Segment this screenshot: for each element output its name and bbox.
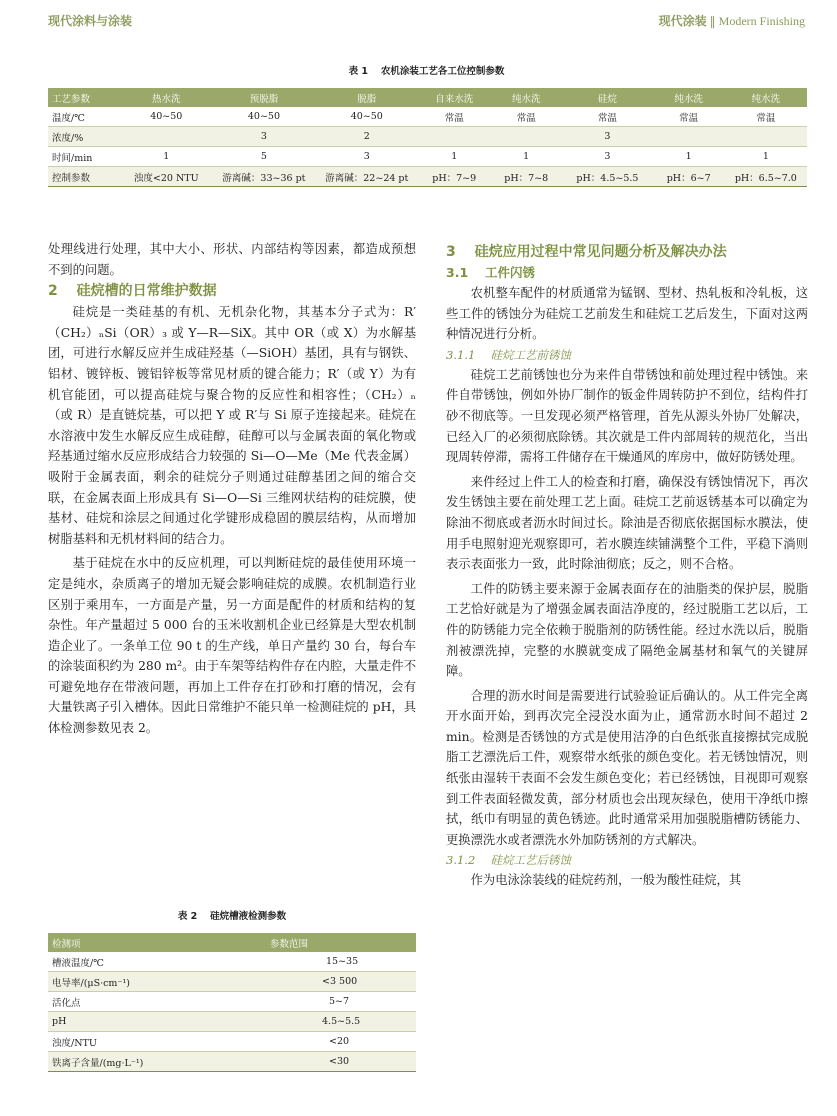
subsection-heading-3-1: 3.1 工件闪锈 bbox=[446, 265, 535, 280]
table1-cell: pH：7~8 bbox=[490, 167, 562, 187]
table2-cell: 电导率/(μS·cm⁻¹) bbox=[48, 972, 266, 992]
table2-header-row bbox=[48, 933, 416, 952]
table2-header-cell: 检测项 bbox=[48, 933, 266, 952]
table-row bbox=[48, 1052, 416, 1072]
table1-cell: pH：6.5~7.0 bbox=[725, 167, 807, 187]
table2-header-cell: 参数范围 bbox=[266, 933, 416, 952]
table1-cell: pH：4.5~5.5 bbox=[562, 167, 653, 187]
journal-brand: 现代涂装 bbox=[658, 14, 707, 28]
table1-cell: 2 bbox=[315, 127, 418, 147]
table1-cell: 3 bbox=[562, 147, 653, 167]
table1-cell: 常温 bbox=[653, 107, 725, 127]
table1-cell: 5 bbox=[213, 147, 316, 167]
table1-header-cell: 热水洗 bbox=[120, 88, 213, 107]
table2-cell: 浊度/NTU bbox=[48, 1032, 266, 1052]
table1-header-cell: 纯水洗 bbox=[490, 88, 562, 107]
table1-cell: 常温 bbox=[725, 107, 807, 127]
table-row bbox=[48, 147, 807, 167]
table2-cell: <30 bbox=[266, 1052, 416, 1072]
table1-cell: 控制参数 bbox=[48, 167, 120, 187]
paragraph: 处理线进行处理，其中大小、形状、内部结构等因素，都造成预想不到的问题。 bbox=[48, 242, 416, 277]
table1-cell: 温度/℃ bbox=[48, 107, 120, 127]
paragraph: 作为电泳涂装线的硅烷药剂，一般为酸性硅烷，其 bbox=[470, 873, 742, 888]
table1-cell: 1 bbox=[120, 147, 213, 167]
table1-header-cell: 自来水洗 bbox=[418, 88, 490, 107]
table1-cell bbox=[490, 127, 562, 147]
section-heading-2: 2 硅烷槽的日常维护数据 bbox=[48, 283, 217, 300]
table1-title: 表 1 农机涂装工艺各工位控制参数 bbox=[348, 66, 505, 77]
table1-header-cell: 纯水洗 bbox=[653, 88, 725, 107]
table1-header-cell: 硅烷 bbox=[562, 88, 653, 107]
table1-cell bbox=[418, 127, 490, 147]
table1-header-cell: 工艺参数 bbox=[48, 88, 120, 107]
table1-cell: pH：6~7 bbox=[653, 167, 725, 187]
table-row bbox=[48, 952, 416, 972]
table2-cell: 槽液温度/℃ bbox=[48, 952, 266, 972]
page-header bbox=[48, 12, 805, 34]
right-column bbox=[446, 241, 808, 891]
table1-header-cell: 纯水洗 bbox=[725, 88, 807, 107]
paragraph: 硅烷工艺前锈蚀也分为来件自带锈蚀和前处理过程中锈蚀。来件自带锈蚀，例如外协厂制作的钣金件周转防护不到位，结构件打砂不彻底等。一旦发现必须严格管理，首先从源头外协厂处解决，已经入厂的必须彻底除锈。其次就是工件内部周转的规范化，当出现周转停滞，需将工件储存在干燥通风的库房中，做好防锈处理。 bbox=[446, 367, 808, 465]
table1-cell: 游离碱：33~36 pt bbox=[213, 167, 316, 187]
table1-cell: pH：7~9 bbox=[418, 167, 490, 187]
table1-header-cell: 脱脂 bbox=[315, 88, 418, 107]
journal-title-en: Modern Finishing bbox=[718, 14, 805, 28]
subsubsection-heading-3-1-2: 3.1.2 硅烷工艺后锈蚀 bbox=[446, 853, 571, 868]
table1-cell: 浓度/% bbox=[48, 127, 120, 147]
table2-cell: 5~7 bbox=[266, 992, 416, 1012]
paragraph: 硅烷是一类硅基的有机、无机杂化物，其基本分子式为：R′（CH₂）ₙSi（OR）₃ 或 Y—R—SiX。其中 OR（或 X）为水解基团，可进行水解反应并生成硅羟基（—SiOH）基团，具有与钢铁、铝材、镀锌板、镀铝锌板等常见材质的键合能力；R′（或 Y）为有机官能团，可以提高硅烷与聚合物的反应性和相容性；（CH₂）ₙ（或 R）是直链烷基，可以把 Y 或 R′与 Si 原子连接起来。硅烷在水溶液中发生水解反应生成硅醇，硅醇可以与金属表面的氧化物或羟基通过缩水反应形成结合力较强的 Si—O—Me（Me 代表金属）吸附于金属表面，剩余的硅烷分子则通过硅醇基团之间的缩合交联，在金属表面上形成具有 Si—O—Si 三维网状结构的硅烷膜，使基材、硅烷和涂层之间通过化学键形成稳固的膜层结构，从而增加树脂基料和无机材料间的结合力。 bbox=[48, 305, 416, 546]
table1-cell: 浊度<20 NTU bbox=[120, 167, 213, 187]
table1-cell bbox=[120, 127, 213, 147]
paragraph: 基于硅烷在水中的反应机理，可以判断硅烷的最佳使用环境一定是纯水，杂质离子的增加无疑会影响硅烷的成膜。农机制造行业区别于乘用车，一方面是产量，另一方面是配件的材质和结构的复杂性。年产量超过 5 000 台的玉米收割机企业已经算是大型农机制造企业了。一条单工位 90 t 的生产线，单日产量约 30 台，每台车的涂装面积约为 280 m²。由于车架等结构件存在内腔，大量走件不可避免地存在带液问题，再加上工件存在打砂和打磨的情况，会有大量铁离子引入槽体。因此日常维护不能只单一检测硅烷的 pH，具体检测参数见表 2。 bbox=[48, 556, 416, 736]
table1-header-cell: 预脱脂 bbox=[213, 88, 316, 107]
table2-cell: 4.5~5.5 bbox=[266, 1012, 416, 1032]
paragraph: 合理的沥水时间是需要进行试验验证后确认的。从工件完全离开水面开始，到再次完全浸没水面为止，通常沥水时间不超过 2 min。检测是否锈蚀的方式是使用洁净的白色纸张直接擦拭完成脱脂工艺漂洗后工件，观察带水纸张的颜色变化。若无锈蚀情况，则纸张由湿转干表面不会发生颜色变化；若已经锈蚀，目视即可观察到工件表面轻微发黄，部分材质也会出现灰绿色，使用干净纸巾擦拭，纸巾有明显的黄色锈迹。此时通常采用加强脱脂槽防锈能力、更换漂洗水或者漂洗水外加防锈剂的方式解决。 bbox=[446, 688, 808, 847]
table2-cell: 铁离子含量/(mg·L⁻¹) bbox=[48, 1052, 266, 1072]
table-row bbox=[48, 127, 807, 147]
table1-cell: 1 bbox=[725, 147, 807, 167]
subsubsection-heading-3-1-1: 3.1.1 硅烷工艺前锈蚀 bbox=[446, 347, 571, 362]
table1-cell: 常温 bbox=[490, 107, 562, 127]
table2-cell: pH bbox=[48, 1012, 266, 1032]
table-row bbox=[48, 992, 416, 1012]
table1-cell: 1 bbox=[653, 147, 725, 167]
table1-cell: 游离碱：22~24 pt bbox=[315, 167, 418, 187]
paragraph: 工件的防锈主要来源于金属表面存在的油脂类的保护层，脱脂工艺恰好就是为了增强金属表面洁净度的，经过脱脂工艺以后，工件的防锈能力完全依赖于脱脂剂的防锈性能。经过水洗以后，脱脂剂被漂洗掉，完整的水膜就变成了隔绝金属基材和氧气的关键屏障。 bbox=[446, 581, 808, 679]
table-row bbox=[48, 1012, 416, 1032]
table1-header-row bbox=[48, 88, 807, 107]
table1-cell: 40~50 bbox=[120, 107, 213, 127]
table1-cell: 1 bbox=[490, 147, 562, 167]
table1-cell bbox=[653, 127, 725, 147]
table1-cell: 时间/min bbox=[48, 147, 120, 167]
table1-cell: 3 bbox=[315, 147, 418, 167]
paragraph: 来件经过上件工人的检查和打磨，确保没有锈蚀情况下，再次发生锈蚀主要在前处理工艺上面。硅烷工艺前返锈基本可以确定为除油不彻底或者沥水时间过长。除油是否彻底依据国标水膜法，使用手电照射迎光观察即可，若水膜连续铺满整个工件，平稳下淌则表示表面张力一致，此时除油彻底；反之，则不合格。 bbox=[446, 474, 808, 572]
table2-cell: <3 500 bbox=[266, 972, 416, 992]
table2-cell: 活化点 bbox=[48, 992, 266, 1012]
table2-cell: <20 bbox=[266, 1032, 416, 1052]
paragraph: 农机整车配件的材质通常为锰钢、型材、热轧板和冷轧板，这些工件的锈蚀分为硅烷工艺前发生和硅烷工艺后发生，下面对这两种情况进行分析。 bbox=[446, 286, 808, 342]
table2 bbox=[48, 933, 416, 1072]
journal-title-cn: 现代涂料与涂装 bbox=[48, 14, 133, 28]
journal-title-right bbox=[659, 12, 805, 29]
table1-cell: 1 bbox=[418, 147, 490, 167]
table2-title: 表 2 硅烷槽液检测参数 bbox=[177, 911, 287, 922]
table2-cell: 15~35 bbox=[266, 952, 416, 972]
table1-cell: 3 bbox=[213, 127, 316, 147]
table1-cell: 40~50 bbox=[213, 107, 316, 127]
table-row bbox=[48, 167, 807, 187]
table-row bbox=[48, 972, 416, 992]
table1-cell bbox=[725, 127, 807, 147]
table1-cell: 常温 bbox=[562, 107, 653, 127]
header-separator: ‖ bbox=[709, 14, 716, 28]
table1-cell: 40~50 bbox=[315, 107, 418, 127]
table1-cell: 常温 bbox=[418, 107, 490, 127]
section-heading-3: 3 硅烷应用过程中常见问题分析及解决办法 bbox=[446, 244, 727, 260]
table1 bbox=[48, 88, 807, 187]
left-column bbox=[48, 239, 416, 739]
table1-cell: 3 bbox=[562, 127, 653, 147]
table-row bbox=[48, 107, 807, 127]
table-row bbox=[48, 1032, 416, 1052]
